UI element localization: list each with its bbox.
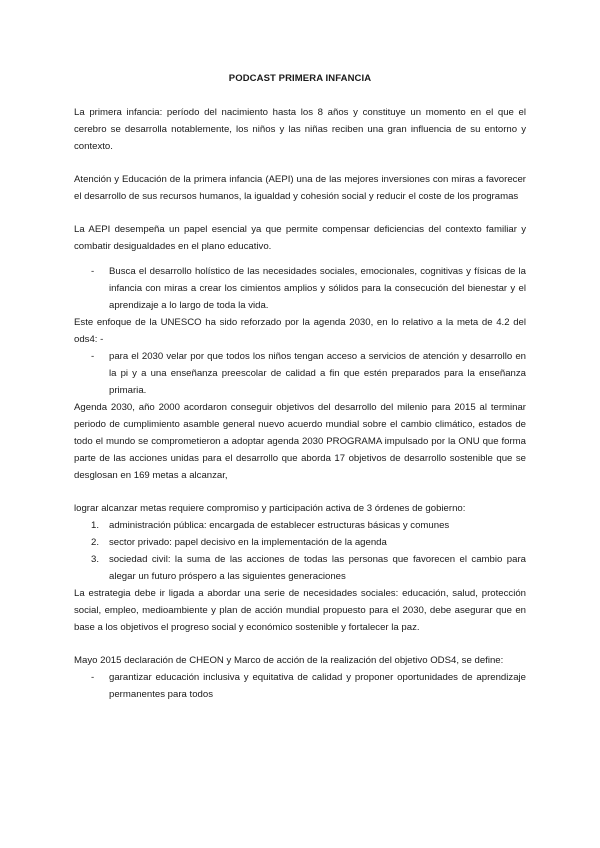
list-item — [74, 551, 526, 585]
bullet-list-unesco — [74, 348, 526, 399]
dash-marker: - — [91, 672, 95, 683]
list-item — [74, 263, 526, 314]
list-item-text: garantizar educación inclusiva y equitativa de calidad y proponer oportunidades de aprendizaje permanentes para todos — [109, 672, 526, 700]
list-number: 3. — [91, 554, 100, 565]
paragraph-aepi-papel: La AEPI desempeña un papel esencial ya que permite compensar deficiencias del contexto familiar y combatir desigualdades en el plano educativo. — [74, 224, 526, 252]
paragraph-estrategia: La estrategia debe ir ligada a abordar una serie de necesidades sociales: educación, salud, protección social, empleo, medioambiente y plan de acción mundial propuesto para el 2030, debe asegurar que en base a los objetivos el progreso social y económico sostenible y fortalecer la paz. — [74, 588, 526, 633]
dash-marker: - — [91, 351, 95, 362]
paragraph-mayo-2015: Mayo 2015 declaración de CHEON y Marco de acción de la realización del objetivo ODS4, se define: — [74, 655, 504, 666]
list-item-text: para el 2030 velar por que todos los niños tengan acceso a servicios de atención y desarrollo en la pi y a una enseñanza preescolar de calidad a fin que estén preparados para la enseñanza primaria. — [109, 351, 526, 396]
list-item-text: Busca el desarrollo holístico de las necesidades sociales, emocionales, cognitivas y físicas de la infancia con miras a crear los cimientos amplios y sólidos para la consecución del bienestar y el aprendizaje a lo largo de toda la vida. — [109, 266, 526, 311]
bullet-list-aepi — [74, 263, 526, 314]
list-item-text: administración pública: encargada de establecer estructuras básicas y comunes — [109, 520, 450, 531]
paragraph-unesco: Este enfoque de la UNESCO ha sido reforzado por la agenda 2030, en lo relativo a la meta de 4.2 del ods4: - — [74, 317, 526, 345]
document-title: PODCAST PRIMERA INFANCIA — [228, 73, 372, 84]
list-item — [74, 517, 526, 534]
paragraph-primera-infancia: La primera infancia: período del nacimiento hasta los 8 años y constituye un momento en el que el cerebro se desarrolla notablemente, los niños y las niñas reciben una gran influencia de su entorno y contexto. — [74, 107, 526, 152]
list-number: 1. — [91, 520, 100, 531]
list-number: 2. — [91, 537, 100, 548]
dash-marker: - — [91, 266, 95, 277]
document-body — [74, 104, 526, 703]
numbered-list-gobierno — [74, 517, 526, 585]
paragraph-agenda-2030: Agenda 2030, año 2000 acordaron conseguir objetivos del desarrollo del milenio para 2015 al terminar periodo de cumplimiento asamble general nuevo acuerdo mundial sobre el cambio climático, estados de todo el mundo se comprometieron a adoptar agenda 2030 PROGRAMA impulsado por la ONU que forma parte de las acciones unidas para el desarrollo que aborda 17 objetivos de desarrollo sostenible que se desglosan en 169 metas a alcanzar, — [74, 402, 526, 481]
list-item — [74, 348, 526, 399]
paragraph-aepi-inversion: Atención y Educación de la primera infancia (AEPI) una de las mejores inversiones con miras a favorecer el desarrollo de sus recursos humanos, la igualdad y cohesión social y reducir el coste de los programas — [74, 174, 526, 202]
list-item — [74, 534, 526, 551]
bullet-list-ods4 — [74, 669, 526, 703]
paragraph-metas: lograr alcanzar metas requiere compromiso y participación activa de 3 órdenes de gobierno: — [74, 503, 466, 514]
list-item — [74, 669, 526, 703]
list-item-text: sector privado: papel decisivo en la implementación de la agenda — [109, 537, 387, 548]
list-item-text: sociedad civil: la suma de las acciones de todas las personas que favorecen el cambio para alegar un futuro próspero a las siguientes generaciones — [109, 554, 526, 582]
